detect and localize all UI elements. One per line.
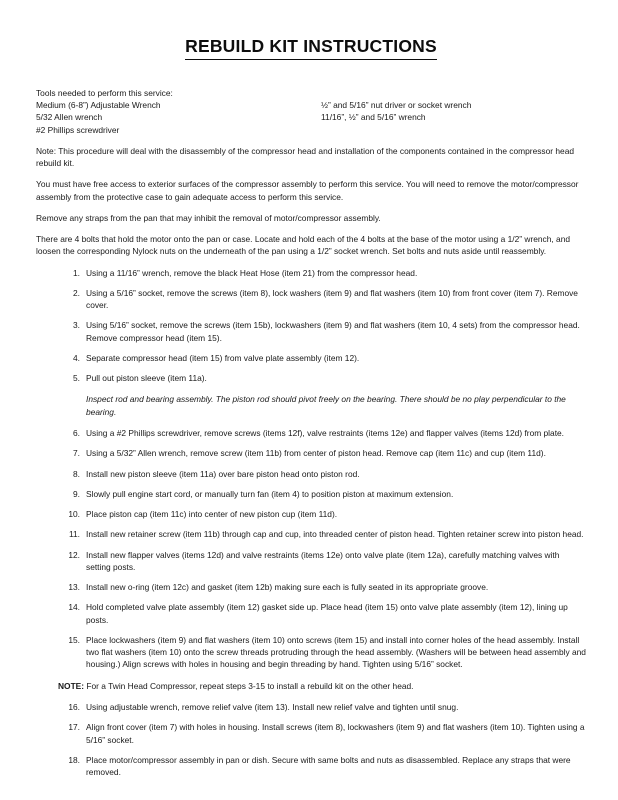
step-text: Place motor/compressor assembly in pan or dish. Secure with same bolts and nuts as disassembled. Replace any straps that were removed. (86, 754, 571, 778)
tool-item: Medium (6-8”) Adjustable Wrench (36, 100, 161, 111)
step-text: Install new o-ring (item 12c) and gasket (item 12b) making sure each is fully seated in its appropriate groove. (86, 582, 489, 593)
step-text: Place lockwashers (item 9) and flat washers (item 10) onto screws (item 15) and install into corner holes of the head assembly. Install two flat washers (item 10) onto the screw threads protruding through the head assembly. (Washers will be between head assembly and housing.) Align screws with holes in housing and begin threading by hand. Tighten using 5/16” socket. (86, 634, 586, 670)
steps-list-part-two (36, 427, 586, 671)
step-number: 5 . (56, 372, 80, 384)
page-title-text: REBUILD KIT INSTRUCTIONS (185, 36, 437, 60)
tool-item: 11/16”, ½” and 5/16” wrench (321, 112, 426, 123)
list-item (36, 352, 586, 364)
list-item (36, 372, 586, 384)
list-item (36, 468, 586, 480)
tools-lead-label: Tools needed to perform this service: (36, 88, 173, 98)
step-number: 11 . (56, 528, 80, 540)
step-number: 8 . (56, 468, 80, 480)
step-text: Slowly pull engine start cord, or manually turn fan (item 4) to position piston at maximum extension. (86, 488, 454, 499)
step-number: 16 . (56, 701, 80, 713)
note-label: NOTE: (58, 680, 85, 691)
tool-item: #2 Phillips screwdriver (36, 124, 120, 135)
step-number: 15 . (56, 634, 80, 646)
list-item (36, 267, 586, 279)
list-item (36, 701, 586, 713)
tools-column-right (320, 99, 586, 136)
step-text: Install new piston sleeve (item 11a) over bare piston head onto piston rod. (86, 468, 360, 479)
step-text: Separate compressor head (item 15) from valve plate assembly (item 12). (86, 352, 360, 363)
intro-paragraph: There are 4 bolts that hold the motor onto the pan or case. Locate and hold each of the 4 bolts at the base of the motor using a 1/2” wrench, and loosen the corresponding Nylock nuts on the underneath of the pan using a 1/2” socket wrench. Set bolts and nuts aside until reassembly. (36, 234, 571, 257)
step-text: Using a 11/16” wrench, remove the black Heat Hose (item 21) from the compressor head. (86, 267, 418, 278)
twin-head-note (58, 680, 586, 692)
step-text: Using a 5/32” Allen wrench, remove screw (item 11b) from center of piston head. Remove cap (item 11c) and cup (item 11d). (86, 448, 546, 459)
step-number: 10 . (56, 508, 80, 520)
step-number: 17 . (56, 721, 80, 733)
tools-section (36, 87, 586, 136)
intro-paragraph: Remove any straps from the pan that may inhibit the removal of motor/compressor assembly. (36, 212, 381, 223)
list-item (36, 549, 586, 574)
step-number: 1 . (56, 267, 80, 279)
step-text: Pull out piston sleeve (item 11a). (86, 373, 207, 384)
step-number: 12 . (56, 549, 80, 561)
list-item (36, 581, 586, 593)
step-text: Install new flapper valves (items 12d) and valve restraints (items 12e) onto valve plate (item 12a), carefully matching valves with setting posts. (86, 549, 560, 572)
step-number: 13 . (56, 581, 80, 593)
list-item (36, 287, 586, 312)
step-number: 7 . (56, 447, 80, 459)
step-number: 3 . (56, 319, 80, 331)
list-item (36, 721, 586, 746)
inspection-note: Inspect rod and bearing assembly. The piston rod should pivot freely on the bearing. There should be no play perpendicular to the bearing. (86, 394, 566, 417)
step-number: 9 . (56, 488, 80, 500)
tools-grid (36, 99, 586, 136)
step-number: 18 . (56, 754, 80, 766)
note-text: For a Twin Head Compressor, repeat steps 3-15 to install a rebuild kit on the other head. (84, 680, 414, 691)
step-number: 6 . (56, 427, 80, 439)
step-text: Using 5/16” socket, remove the screws (item 15b), lockwashers (item 9) and flat washers (item 10, 4 sets) from the compressor head. Remove compressor head (item 15). (86, 320, 580, 343)
tool-item: ½” and 5/16” nut driver or socket wrench (321, 100, 472, 111)
steps-list-part-one (36, 267, 586, 385)
step-text: Align front cover (item 7) with holes in housing. Install screws (item 8), lockwashers (item 9) and flat washers (item 10). Tighten using a 5/16” socket. (86, 722, 585, 745)
tool-item: 5/32 Allen wrench (36, 112, 103, 123)
step-number: 2 . (56, 287, 80, 299)
list-item (36, 528, 586, 540)
list-item (36, 488, 586, 500)
list-item (36, 319, 586, 344)
list-item (36, 508, 586, 520)
step-number: 14 . (56, 601, 80, 613)
step-text: Using a 5/16” socket, remove the screws (item 8), lock washers (item 9) and flat washers (item 10) from front cover (item 7). Remove cover. (86, 287, 578, 311)
step-text: Place piston cap (item 11c) into center of new piston cup (item 11d). (86, 509, 338, 520)
step-number: 4 . (56, 352, 80, 364)
intro-paragraph: You must have free access to exterior surfaces of the compressor assembly to perform this service. You will need to remove the motor/compressor assembly from the protective case to gain adequate access to perform this service. (36, 179, 579, 202)
list-item (36, 601, 586, 626)
list-item (36, 754, 586, 779)
step-text: Using a #2 Phillips screwdriver, remove screws (items 12f), valve restraints (items 12e) and flapper valves (items 12d) from plate. (86, 428, 565, 438)
tools-column-left (36, 99, 320, 136)
list-item (36, 427, 586, 439)
list-item (36, 634, 586, 671)
step-text: Hold completed valve plate assembly (item 12) gasket side up. Place head (item 15) onto valve plate assembly (item 12), lining up posts. (86, 602, 568, 625)
steps-list-part-three (36, 701, 586, 778)
step-text: Install new retainer screw (item 11b) through cap and cup, into threaded center of piston head. Tighten retainer screw into piston head. (86, 529, 584, 540)
step-text: Using adjustable wrench, remove relief valve (item 13). Install new relief valve and tighten until snug. (86, 701, 459, 712)
list-item (36, 447, 586, 459)
intro-paragraph: Note: This procedure will deal with the disassembly of the compressor head and installation of the components contained in the compressor head rebuild kit. (36, 145, 575, 169)
page-title (36, 0, 586, 60)
